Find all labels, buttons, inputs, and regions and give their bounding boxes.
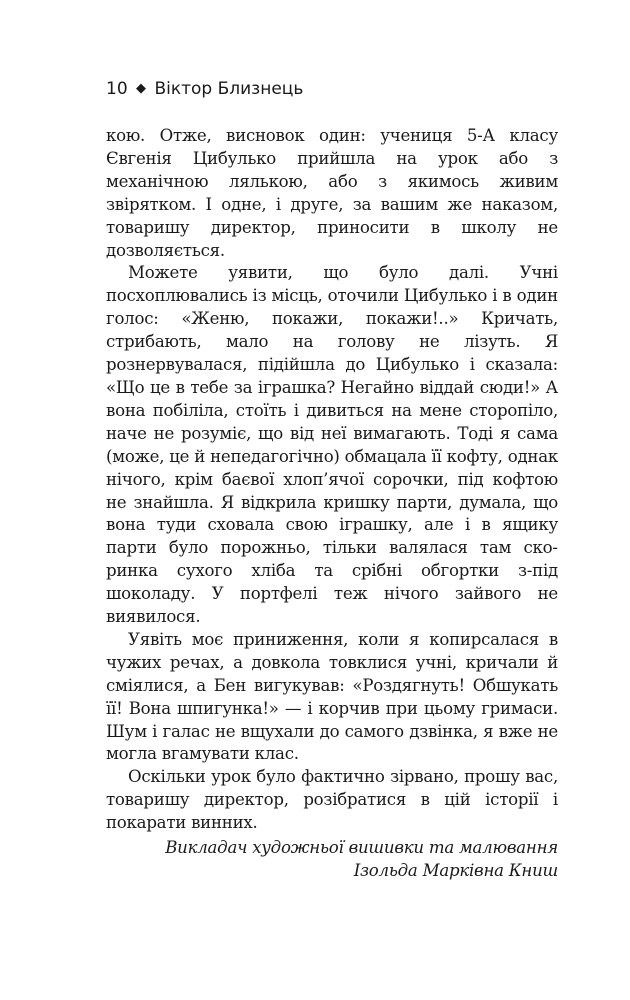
signature-name: Ізольда Марківна Книш bbox=[353, 861, 558, 880]
page-number: 10 bbox=[106, 79, 128, 99]
page-body bbox=[106, 125, 558, 883]
paragraph: Оскільки урок було фактично зірвано, прошу вас, товаришу директор, розібратися в цій історії і покарати винних. bbox=[106, 767, 558, 833]
paragraph: Можете уявити, що було далі. Учні посхоплювались із місць, оточили Цибулько і в один голос: «Женю, покажи, покажи!..» Кричать, стрибають, мало на голову не лізуть. Я рознервувалася, підійшла до Цибулько і сказала: «Що це в тебе за іграшка? Негайно віддай сюди!» А вона побіліла, стоїть і дивиться на мене сторопіло, наче не розуміє, що від неї вимагають. Тоді я сама (може, це й непедагогічно) обмацала її кофту, однак нічого, крім баєвої хлоп’ячої сорочки, під кофтою не знайшла. Я відкрила кришку парти, думала, що вона туди сховала свою іграшку, але і в ящику парти було порожньо, тільки валялася там скоринка сухого хліба та срібні обгортки з-під шоколаду. У портфелі теж нічого зайвого не виявилося. bbox=[106, 263, 558, 627]
running-head bbox=[106, 79, 303, 99]
signature-block bbox=[106, 837, 558, 883]
diamond-separator-icon: ◆ bbox=[136, 81, 147, 96]
signature-position: Викладач художньої вишивки та малювання bbox=[165, 838, 558, 858]
paragraph: Уявіть моє приниження, коли я копирсалася в чужих речах, а довкола товклися учні, кричали й сміялися, а Бен вигукував: «Роздягнуть! Обшукать її! Вона шпигунка!» — і корчив при цьому гримаси. Шум і галас не вщухали до самого дзвінка, я вже не могла вгамувати клас. bbox=[106, 629, 558, 764]
paragraph-continued: кою. Отже, висновок один: учениця 5-А класу Євгенія Цибулько прийшла на урок або з механічною лялькою, або з якимось живим звірятком. І одне, і друге, за вашим же наказом, товаришу директор, приносити в школу не дозволяється. bbox=[106, 126, 558, 260]
author-name: Віктор Близнець bbox=[154, 79, 304, 99]
